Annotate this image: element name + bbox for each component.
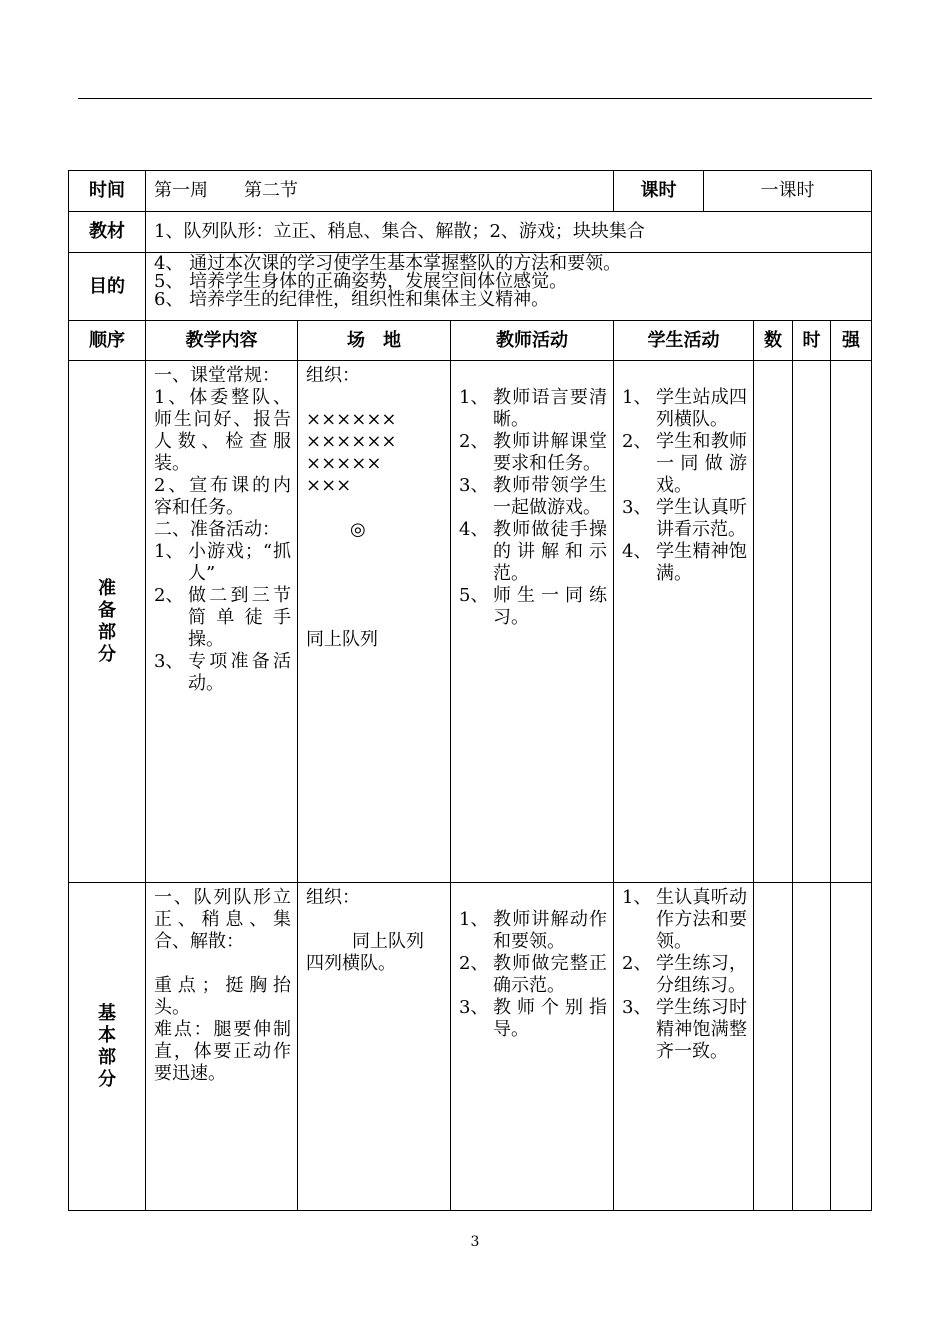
list-item: 1、 生认真听动作方法和要领。 [622, 887, 748, 952]
time-label: 时间 [69, 171, 146, 212]
basic-time-cell [793, 883, 831, 1211]
list-item: 2、 教师做完整正确示范。 [459, 953, 608, 996]
prep-student-activity [614, 361, 753, 585]
prep-venue [298, 361, 450, 651]
basic-section-label: 基 本 部 分 [69, 883, 146, 1211]
list-item: 3、 专项准备活动。 [154, 651, 291, 694]
prep-content-line: 一、课堂常规： [154, 365, 280, 386]
list-item: 2、 学生练习，分组练习。 [622, 953, 748, 996]
list-item: 4、 学生精神饱满。 [622, 541, 748, 584]
row-prep-section [69, 361, 872, 883]
header-order: 顺序 [69, 321, 146, 361]
basic-content [146, 883, 297, 1085]
formation-row: ××× [306, 475, 352, 496]
list-item: 1、 学生站成四列横队。 [622, 387, 748, 430]
venue-same-formation: 同上队列 [352, 931, 424, 952]
header-rule [78, 98, 872, 99]
header-intensity: 强 [831, 321, 872, 361]
venue-org-label: 组织： [306, 365, 360, 386]
list-item: 1、 小游戏；“抓人” [154, 541, 291, 584]
material-label: 教材 [69, 212, 146, 253]
basic-difficulty: 难点：腿要伸制直，体要正动作要迅速。 [154, 1019, 291, 1084]
prep-intensity-cell [831, 361, 872, 883]
teacher-position-icon: ◎ [350, 519, 366, 540]
list-item: 3、 学生认真听讲看示范。 [622, 497, 748, 540]
page-number: 3 [470, 1234, 480, 1250]
header-venue: 场 地 [298, 321, 451, 361]
prep-teacher-activity [451, 361, 613, 629]
basic-key-point: 重点；挺胸抬头。 [154, 975, 291, 1018]
header-student: 学生活动 [614, 321, 754, 361]
venue-org-label: 组织： [306, 887, 360, 908]
list-item: 2、 学生和教师一同做游戏。 [622, 431, 748, 496]
material-value: 1、队列队形：立正、稍息、集合、解散；2、游戏；块块集合 [154, 221, 645, 242]
formation-row: ×××××× [306, 431, 397, 452]
prep-content-line: 1、体委整队、师生问好、报告人数、检查服装。 [154, 387, 291, 474]
list-item: 3、 教师带领学生一起做游戏。 [459, 475, 608, 518]
prep-content [146, 361, 297, 695]
header-time: 时 [793, 321, 831, 361]
basic-content-title: 一、队列队形立正、稍息、集合、解散： [154, 887, 291, 952]
formation-row: ×××××× [306, 409, 397, 430]
prep-section-label: 准 备 部 分 [69, 361, 146, 883]
prep-content-line: 2、宣布课的内容和任务。 [154, 475, 291, 518]
list-item: 3、 学生练习时精神饱满整齐一致。 [622, 997, 748, 1062]
list-item: 3、 教师个别指导。 [459, 997, 608, 1040]
column-header-row [69, 321, 872, 361]
time-value: 第一周 第二节 [154, 180, 298, 201]
basic-teacher-activity [451, 883, 613, 1041]
goal-list [146, 253, 871, 309]
row-time [69, 171, 872, 212]
header-count: 数 [754, 321, 793, 361]
basic-student-activity [614, 883, 753, 1063]
header-teacher: 教师活动 [451, 321, 614, 361]
prep-content-line: 二、准备活动： [154, 519, 280, 540]
goal-label: 目的 [69, 253, 146, 321]
prep-time-cell [793, 361, 831, 883]
row-material [69, 212, 872, 253]
goal-item: 6、 培养学生的纪律性，组织性和集体主义精神。 [154, 289, 550, 310]
list-item: 1、 教师语言要清晰。 [459, 387, 608, 430]
venue-same-formation: 同上队列 [306, 629, 378, 650]
header-content: 教学内容 [146, 321, 298, 361]
period-label: 课时 [614, 171, 704, 212]
formation-row: ××××× [306, 453, 382, 474]
venue-formation-desc: 四列横队。 [306, 953, 396, 974]
goal-item: 5、 培养学生身体的正确姿势，发展空间体位感觉。 [154, 271, 568, 292]
prep-count-cell [754, 361, 793, 883]
goal-item: 4、 通过本次课的学习使学生基本掌握整队的方法和要领。 [154, 253, 622, 274]
period-value: 一课时 [704, 171, 872, 212]
list-item: 1、 教师讲解动作和要领。 [459, 909, 608, 952]
list-item: 4、 教师做徒手操的讲解和示范。 [459, 519, 608, 584]
basic-count-cell [754, 883, 793, 1211]
row-basic-section [69, 883, 872, 1211]
row-goal [69, 253, 872, 321]
list-item: 2、 做二到三节简单徒手操。 [154, 585, 291, 650]
list-item: 5、 师生一同练习。 [459, 585, 608, 628]
prep-activity-list [154, 541, 291, 695]
lesson-plan-table [68, 170, 872, 1211]
basic-intensity-cell [831, 883, 872, 1211]
list-item: 2、 教师讲解课堂要求和任务。 [459, 431, 608, 474]
basic-venue [298, 883, 450, 975]
